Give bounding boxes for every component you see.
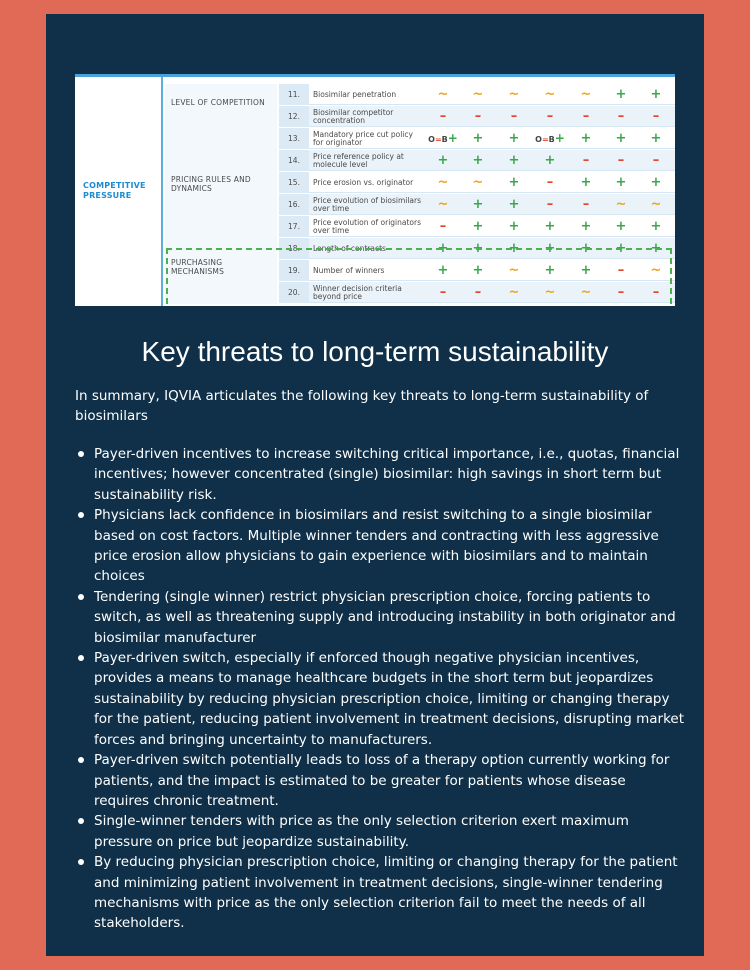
page-title: Key threats to long-term sustainability (141, 336, 609, 367)
minus-icon: – (582, 109, 590, 124)
row-number: 17. (279, 216, 309, 237)
list-item (75, 852, 685, 934)
plus-icon: + (544, 153, 556, 168)
tilde-icon: ~ (508, 263, 520, 278)
tilde-icon: ~ (544, 285, 556, 300)
minus-icon: – (439, 219, 447, 234)
threats-list (75, 444, 685, 934)
list-item (75, 587, 685, 648)
tilde-icon: ~ (437, 175, 449, 190)
rating-cell-mixed: O=B+ (428, 131, 458, 145)
bullet-icon (78, 859, 84, 865)
table-row (279, 216, 675, 237)
row-number: 15. (279, 172, 309, 193)
table-row (279, 128, 675, 149)
plus-icon: + (508, 153, 520, 168)
bullet-icon (78, 512, 84, 518)
list-item (75, 811, 685, 852)
tilde-icon: ~ (508, 87, 520, 102)
bullet-icon (78, 818, 84, 824)
tilde-icon: ~ (437, 87, 449, 102)
subcategory-label: LEVEL OF COMPETITION (171, 98, 265, 107)
bullet-icon (78, 757, 84, 763)
plus-icon: + (544, 241, 556, 256)
rating-cell-mixed: O=B+ (535, 131, 565, 145)
list-item-text: Payer-driven incentives to increase switching critical importance, i.e., quotas, financial incentives; however concentrated (single) biosimilar: high savings in short term but sustainability risk. (94, 446, 680, 503)
category-label: COMPETITIVE PRESSURE (83, 181, 146, 200)
table-row (279, 172, 675, 193)
row-label: Biosimilar penetration (313, 89, 397, 99)
plus-icon: + (508, 241, 520, 256)
row-label: Number of winners (313, 265, 385, 275)
tilde-icon: ~ (615, 197, 627, 212)
plus-icon: + (615, 219, 627, 234)
category-column (75, 77, 163, 306)
bullet-icon (78, 451, 84, 457)
tilde-icon: ~ (437, 197, 449, 212)
plus-icon: + (615, 175, 627, 190)
purchasing-highlight-box (166, 248, 672, 306)
row-number: 16. (279, 194, 309, 215)
plus-icon: + (650, 175, 662, 190)
intro-paragraph: In summary, IQVIA articulates the following key threats to long-term sustainability of biosimilars (75, 388, 649, 424)
plus-icon: + (508, 175, 520, 190)
plus-icon: + (580, 263, 592, 278)
row-label: Price evolution of biosimilars over time (313, 195, 422, 213)
row-number: 13. (279, 128, 309, 149)
subcategory-block (165, 84, 277, 129)
minus-icon: – (617, 109, 625, 124)
minus-icon: – (652, 285, 660, 300)
plus-icon: + (615, 241, 627, 256)
plus-icon: + (472, 263, 484, 278)
row-label: Price erosion vs. originator (313, 177, 414, 187)
minus-icon: – (617, 153, 625, 168)
tilde-icon: ~ (472, 87, 484, 102)
tilde-icon: ~ (580, 87, 592, 102)
plus-icon: + (472, 219, 484, 234)
plus-icon: + (472, 241, 484, 256)
minus-icon: – (617, 263, 625, 278)
row-number: 20. (279, 282, 309, 303)
minus-icon: – (474, 285, 482, 300)
tilde-icon: ~ (472, 175, 484, 190)
plus-icon: + (472, 153, 484, 168)
table-row (279, 84, 675, 105)
tilde-icon: ~ (544, 87, 556, 102)
minus-icon: – (474, 109, 482, 124)
list-item (75, 750, 685, 811)
minus-icon: – (546, 197, 554, 212)
plus-icon: + (580, 175, 592, 190)
plus-icon: + (508, 219, 520, 234)
plus-icon: + (437, 241, 449, 256)
minus-icon: – (510, 109, 518, 124)
plus-icon: + (437, 263, 449, 278)
row-label: Winner decision criteria beyond price (313, 283, 402, 301)
subcategory-block (165, 128, 277, 239)
plus-icon: + (544, 263, 556, 278)
row-label: Price evolution of originators over time (313, 217, 421, 235)
list-item-text: Payer-driven switch, especially if enforced though negative physician incentives, provides a means to manage healthcare budgets in the short term but jeopardizes sustainability by reducing physician prescription choice, limiting or changing therapy for the patient, reducing patient involvement in treatment decisions, disrupting market forces and bringing uncertainty to manufacturers. (94, 650, 685, 748)
row-number: 18. (279, 238, 309, 259)
table-row (279, 150, 675, 171)
list-item (75, 505, 685, 587)
plus-icon: + (650, 87, 662, 102)
tilde-icon: ~ (650, 197, 662, 212)
plus-icon: + (650, 219, 662, 234)
row-number: 19. (279, 260, 309, 281)
list-item-text: Tendering (single winner) restrict physician prescription choice, forcing patients to switch, as well as threatening supply and introducing instability in both originator and biosimilar manufacturer (94, 588, 676, 646)
table-top-border (75, 74, 675, 77)
assessment-table (75, 74, 675, 306)
plus-icon: + (650, 241, 662, 256)
plus-icon: + (544, 219, 556, 234)
minus-icon: – (617, 285, 625, 300)
list-item (75, 444, 685, 505)
bullet-icon (78, 594, 84, 600)
list-item-text: By reducing physician prescription choice, limiting or changing therapy for the patient and minimizing patient involvement in treatment decisions, single-winner tendering mechanisms with price as the only selection criterion fail to meet the needs of all stakeholders. (94, 854, 678, 932)
minus-icon: – (652, 109, 660, 124)
row-label: Biosimilar competitor concentration (313, 107, 394, 125)
row-number: 11. (279, 84, 309, 105)
subcategory-label: PURCHASING MECHANISMS (171, 258, 225, 276)
tilde-icon: ~ (650, 263, 662, 278)
plus-icon: + (580, 131, 592, 146)
minus-icon: – (439, 285, 447, 300)
row-label: Mandatory price cut policy for originator (313, 129, 413, 147)
table-row (279, 106, 675, 127)
plus-icon: + (508, 197, 520, 212)
tilde-icon: ~ (508, 285, 520, 300)
plus-icon: + (615, 87, 627, 102)
plus-icon: + (437, 153, 449, 168)
list-item (75, 648, 685, 750)
row-number: 12. (279, 106, 309, 127)
minus-icon: – (582, 197, 590, 212)
plus-icon: + (472, 131, 484, 146)
content-panel (46, 14, 704, 956)
row-number: 14. (279, 150, 309, 171)
subcategory-label: PRICING RULES AND DYNAMICS (171, 175, 251, 193)
list-item-text: Single-winner tenders with price as the only selection criterion exert maximum pressure on price but jeopardize sustainability. (94, 813, 629, 850)
minus-icon: – (439, 109, 447, 124)
bullet-icon (78, 655, 84, 661)
plus-icon: + (508, 131, 520, 146)
plus-icon: + (580, 241, 592, 256)
minus-icon: – (582, 153, 590, 168)
row-label: Length of contracts (313, 243, 386, 253)
table-row (279, 194, 675, 215)
minus-icon: – (652, 153, 660, 168)
list-item-text: Payer-driven switch potentially leads to loss of a therapy option currently working for patients, and the impact is estimated to be greater for patients whose disease requires chronic treatment. (94, 752, 670, 809)
plus-icon: + (615, 131, 627, 146)
plus-icon: + (580, 219, 592, 234)
plus-icon: + (472, 197, 484, 212)
row-label: Price reference policy at molecule level (313, 151, 404, 169)
minus-icon: – (546, 109, 554, 124)
plus-icon: + (650, 131, 662, 146)
tilde-icon: ~ (580, 285, 592, 300)
minus-icon: – (546, 175, 554, 190)
list-item-text: Physicians lack confidence in biosimilars and resist switching to a single biosimilar based on cost factors. Multiple winner tenders and contracting with less aggressive price erosion allow physicians to gain experience with biosimilars and to maintain choices (94, 507, 659, 585)
